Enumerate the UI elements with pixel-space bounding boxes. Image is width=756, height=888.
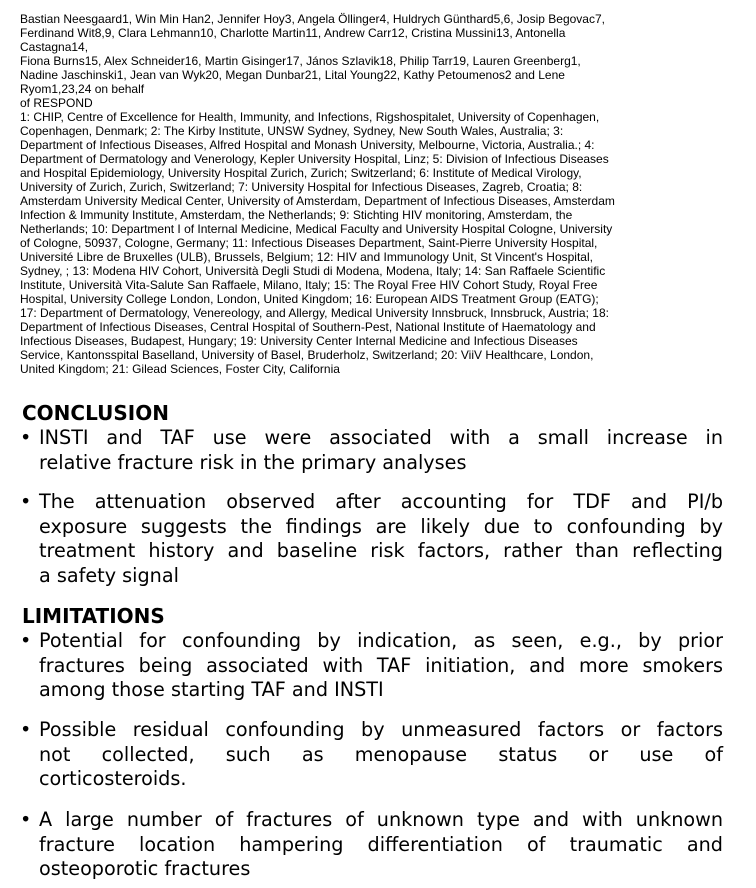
bullet-icon: •	[20, 808, 32, 831]
affiliation-line: Institute, Università Vita-Salute San Raffaele, Milano, Italy; 15: The Royal Free HIV Cohort Study, Royal Free	[20, 278, 598, 292]
affiliation-line: Infectious Diseases, Budapest, Hungary; 19: University Center Internal Medicine and Infectious Diseases	[20, 334, 578, 348]
bullet-line: Potential for confounding by indication, as seen, e.g., by prior	[39, 629, 723, 652]
affiliation-line: Netherlands; 10: Department I of Internal Medicine, Medical Faculty and University Hospital Cologne, University	[20, 222, 613, 236]
bullet-icon: •	[20, 490, 32, 513]
affiliation-line: Infection & Immunity Institute, Amsterdam, the Netherlands; 9: Stichting HIV monitoring, Amsterdam, the	[20, 208, 573, 222]
bullet-line: corticosteroids.	[39, 767, 187, 790]
affiliation-line: Castagna14,	[20, 40, 89, 54]
affiliation-line: Department of Infectious Diseases, Central Hospital of Southern-Pest, National Institute of Haematology and	[20, 320, 596, 334]
bullet-line: exposure suggests the findings are likely due to confounding by	[39, 514, 723, 538]
bullet-line: fractures being associated with TAF initiation, and more smokers	[39, 653, 723, 677]
bullet-line: a safety signal	[39, 563, 179, 587]
affiliation-line: Amsterdam University Medical Center, University of Amsterdam, Department of Infectious Diseases, Amsterdam	[20, 194, 615, 208]
affiliation-line: Department of Dermatology and Venerology, Kepler University Hospital, Linz; 5: Division of Infectious Diseases	[20, 152, 609, 166]
bullet-icon: •	[20, 629, 32, 652]
limitations-bullet	[20, 808, 723, 882]
affiliation-line: Ryom1,23,24 on behalf	[20, 82, 145, 96]
affiliation-line: University of Zurich, Zurich, Switzerland; 7: University Hospital for Infectious Diseases, Zagreb, Croatia; 8:	[20, 180, 583, 194]
bullet-line: fracture location hampering differentiation of traumatic and	[39, 832, 723, 856]
affiliation-line: Department of Infectious Diseases, Alfred Hospital and Monash University, Melbourne, Victoria, Australia.; 4:	[20, 138, 595, 152]
affiliation-line: Nadine Jaschinski1, Jean van Wyk20, Megan Dunbar21, Lital Young22, Kathy Petoumenos2 and Lene	[20, 68, 565, 82]
affiliation-line: of RESPOND	[20, 96, 93, 110]
limitations-heading: LIMITATIONS	[22, 604, 165, 628]
affiliation-line: 17: Department of Dermatology, Venereology, and Allergy, Medical University Innsbruck, Innsbruck, Austria; 18:	[20, 306, 609, 320]
conclusion-heading: CONCLUSION	[22, 401, 169, 425]
affiliation-line: Hospital, University College London, London, United Kingdom; 16: European AIDS Treatment Group (EATG);	[20, 292, 599, 306]
affiliation-line: 1: CHIP, Centre of Excellence for Health, Immunity, and Infections, Rigshospitalet, University of Copenhagen,	[20, 110, 600, 124]
affiliation-line: Sydney, ; 13: Modena HIV Cohort, Università Degli Studi di Modena, Modena, Italy; 14: San Raffaele Scientific	[20, 264, 606, 278]
bullet-line: INSTI and TAF use were associated with a small increase in	[39, 426, 723, 449]
affiliation-line: Université Libre de Bruxelles (ULB), Brussels, Belgium; 12: HIV and Immunology Unit, St Vincent's Hospital,	[20, 250, 593, 264]
affiliation-line: Fiona Burns15, Alex Schneider16, Martin Gisinger17, János Szlavik18, Philip Tarr19, Lauren Greenberg1,	[20, 54, 581, 68]
bullet-line: relative fracture risk in the primary analyses	[39, 450, 467, 474]
affiliation-line: and Hospital Epidemiology, University Hospital Zurich, Zurich; Switzerland; 6: Institute of Medical Virology,	[20, 166, 582, 180]
limitations-bullet	[20, 718, 723, 792]
affiliation-line: Ferdinand Wit8,9, Clara Lehmann10, Charlotte Martin11, Andrew Carr12, Cristina Mussini13, Antonella	[20, 26, 566, 40]
bullet-line: osteoporotic fractures	[39, 857, 251, 880]
bullet-line: The attenuation observed after accounting for TDF and PI/b	[39, 490, 723, 513]
bullet-line: among those starting TAF and INSTI	[39, 678, 384, 701]
bullet-line: A large number of fractures of unknown type and with unknown	[39, 808, 723, 831]
affiliation-line: of Cologne, 50937, Cologne, Germany; 11: Infectious Diseases Department, Saint-Pierre University Hospital,	[20, 236, 598, 250]
conclusion-bullet	[20, 490, 723, 588]
bullet-icon: •	[20, 718, 32, 741]
bullet-line: not collected, such as menopause status or use of	[39, 742, 723, 766]
bullet-line: treatment history and baseline risk factors, rather than reflecting	[39, 539, 723, 562]
affiliation-line: United Kingdom; 21: Gilead Sciences, Foster City, California	[20, 362, 340, 376]
bullet-line: Possible residual confounding by unmeasured factors or factors	[39, 718, 723, 741]
author-affiliations	[20, 12, 630, 376]
affiliation-line: Service, Kantonsspital Baselland, University of Basel, Bruderholz, Switzerland; 20: ViiV Healthcare, London,	[20, 348, 594, 362]
affiliation-line: Copenhagen, Denmark; 2: The Kirby Institute, UNSW Sydney, Sydney, New South Wales, Australia; 3:	[20, 124, 564, 138]
conclusion-bullet	[20, 426, 723, 475]
bullet-icon: •	[20, 426, 32, 449]
limitations-bullet	[20, 629, 723, 703]
affiliation-line: Bastian Neesgaard1, Win Min Han2, Jennifer Hoy3, Angela Öllinger4, Huldrych Günthard5,6, Josip Begovac7,	[20, 12, 605, 26]
